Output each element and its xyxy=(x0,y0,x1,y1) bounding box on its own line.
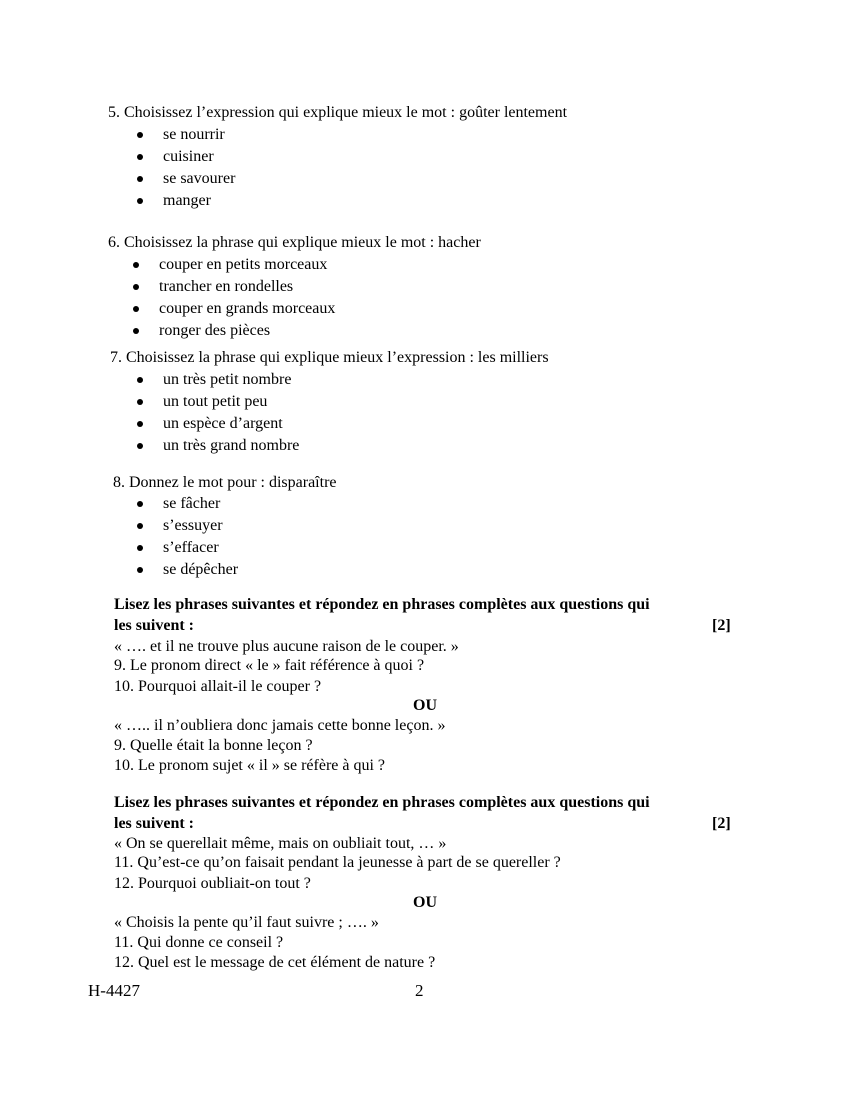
bullet-icon xyxy=(133,306,139,312)
section-2-or: OU xyxy=(413,894,437,911)
paper-code: H-4427 xyxy=(88,981,140,1000)
question-5-stem: 5. Choisissez l’expression qui explique mieux le mot : goûter lentement xyxy=(108,104,568,121)
bullet-icon xyxy=(137,198,143,204)
bullet-icon xyxy=(137,132,143,138)
section-2-quote-b: « Choisis la pente qu’il faut suivre ; …. » xyxy=(114,914,379,931)
bullet-icon xyxy=(137,176,143,182)
bullet-icon xyxy=(137,377,143,383)
question-8-stem: 8. Donnez le mot pour : disparaître xyxy=(113,474,337,491)
section-1-or: OU xyxy=(413,697,437,714)
question-6-stem: 6. Choisissez la phrase qui explique mieux le mot : hacher xyxy=(108,234,481,251)
section-1-instruction: Lisez les phrases suivantes et répondez en phrases complètes aux questions qui xyxy=(114,596,650,613)
section-1-quote-b: « ….. il n’oubliera donc jamais cette bonne leçon. » xyxy=(114,717,446,734)
bullet-icon xyxy=(137,545,143,551)
section-1-instruction-cont: les suivent : xyxy=(114,617,194,634)
bullet-icon xyxy=(137,399,143,405)
section-1-marks: [2] xyxy=(712,617,731,634)
section-1-quote-a: « …. et il ne trouve plus aucune raison de le couper. » xyxy=(114,638,459,655)
bullet-icon xyxy=(137,567,143,573)
question-9b: 9. Quelle était la bonne leçon ? xyxy=(114,737,313,754)
page-number: 2 xyxy=(415,981,424,1000)
bullet-icon xyxy=(137,443,143,449)
question-9a: 9. Le pronom direct « le » fait référence à quoi ? xyxy=(114,657,425,674)
question-10a: 10. Pourquoi allait-il le couper ? xyxy=(114,678,322,695)
question-11a: 11. Qu’est-ce qu’on faisait pendant la jeunesse à part de se quereller ? xyxy=(114,854,561,871)
question-7-stem: 7. Choisissez la phrase qui explique mieux l’expression : les milliers xyxy=(110,349,549,366)
bullet-icon xyxy=(133,284,139,290)
bullet-icon xyxy=(137,501,143,507)
bullet-icon xyxy=(137,154,143,160)
question-12a: 12. Pourquoi oubliait-on tout ? xyxy=(114,875,311,892)
question-12b: 12. Quel est le message de cet élément de nature ? xyxy=(114,954,436,971)
bullet-icon xyxy=(133,262,139,268)
section-2-quote-a: « On se querellait même, mais on oubliait tout, … » xyxy=(114,835,447,852)
section-2-instruction-cont: les suivent : xyxy=(114,815,194,832)
question-11b: 11. Qui donne ce conseil ? xyxy=(114,934,284,951)
bullet-icon xyxy=(137,421,143,427)
section-2-instruction: Lisez les phrases suivantes et répondez en phrases complètes aux questions qui xyxy=(114,794,650,811)
bullet-icon xyxy=(137,523,143,529)
bullet-icon xyxy=(133,328,139,334)
question-10b: 10. Le pronom sujet « il » se réfère à qui ? xyxy=(114,757,386,774)
section-2-marks: [2] xyxy=(712,815,731,832)
